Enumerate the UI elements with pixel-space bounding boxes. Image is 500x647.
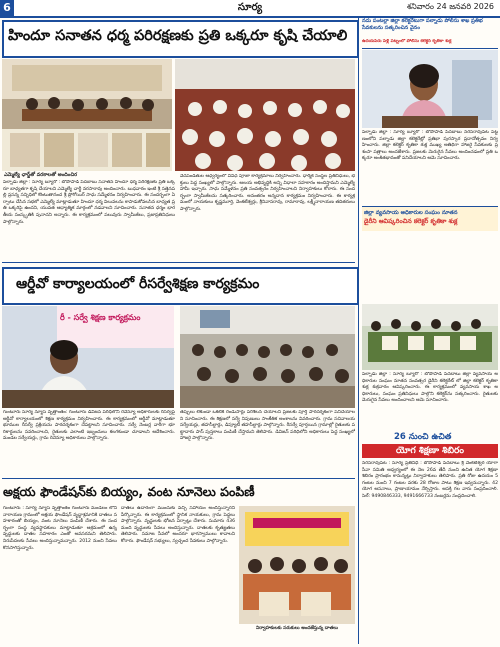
story3-headline: అక్షయ ఫౌండేషన్‌కు బియ్యం, వంట నూనెలు పంపిణీ: [3, 484, 255, 499]
story2-photo-hall: [180, 306, 355, 408]
story1-body-right: వేదపండితుల ఆధ్వర్యంలో వివిధ పూజా కార్యక్రమాలు నిర్వహించారు. ధార్మిక సంస్థల ప్రతినిధులు, భక్తులు పెద్ద సంఖ్యలో పాల్గొన్నారు. ఆలయ అభివృద్ధికి అన్ని విధాలా సహకారం అందిస్తామని ఎమ్మెల్యే హామీ ఇచ్చారు. సాధు సమ్మేళనం ప్రతి సంవత్సరం నిర్వహించాలని నిర్వాహకులు కోరారు. ఈ సందర్భంగా స్వామీజీలను సత్కరించారు. అనంతరం అన్నదాన కార్యక్రమం నిర్వహించారు. ఈ కార్యక్రమంలో నాయకులు కృష్ణమూర్తి, వెంకటేశ్వర్లు, శ్రీనివాసరావు, రామారావు, లక్ష్మీనారాయణ తదితరులు పాల్గొన్నారు.: [180, 174, 355, 212]
story3-photo-caption: నిర్వాహకులకు సరుకులు అందజేస్తున్న దాతలు: [255, 626, 339, 631]
masthead: సూర్య: [237, 2, 263, 13]
story1-headline: హిందూ సనాతన ధర్మ పరిరక్షణకు ప్రతి ఒక్కరూ కృషి చేయాలి: [8, 28, 348, 44]
sidebar-top-footer: [362, 206, 498, 231]
crowd-photo: [175, 59, 355, 171]
story2-body-right: తప్పులు లేకుండా ఒకటికి రెండుసార్లు పరిశీలన చేయాలని ప్రజలకు పూర్తి పారదర్శకంగా పనిచేయాలని సూచించారు. ఈ శిక్షణలో సర్వే నిపుణులు సాంకేతిక అంశాలను వివరించారు. గ్రామ సచివాలయ సర్వేయర్లు, తహసీల్దార్లు, డిప్యూటీ తహసీల్దార్లు పాల్గొన్నారు. రీసర్వే పూర్తయిన గ్రామాల్లో రైతులకు పట్టాదారు పాస్ పుస్తకాలు పంపిణీ చేస్తామని తెలిపారు. డివిజన్ పరిధిలోని అధికారులు పెద్ద సంఖ్యలో హాజరై పాల్గొన్నారు.: [180, 410, 355, 442]
sidebar-top-kicker-box: [362, 18, 498, 49]
story2-headline-box: [2, 267, 359, 305]
sidebar-top-photo: [362, 50, 498, 128]
diary-launch-photo: [362, 304, 498, 370]
issue-date: శనివారం 24 జనవరి 2026: [406, 2, 494, 11]
story2-photo-official: [2, 306, 174, 408]
yoga-kicker: 26 నుంచి ఉచిత: [394, 432, 452, 442]
story1-headline-box: [2, 20, 359, 58]
yoga-headline: యోగ శిక్షణా శిబిరం: [362, 444, 498, 458]
stage-photo: [2, 59, 172, 171]
story3-col1: గుంటూరు : సూర్య న్యూస్ వృత్తాంతం గుంటూరు మండలం లోని నారాయణ గ్రామంలో అక్షయ ఫౌండేషన్ వృద్ధాశ్రమానికి దాతలు సహకారంతో బియ్యం, వంట నూనెలు పంపిణీ చేశారు. ఈ సందర్భంగా సంస్థ వ్యవస్థాపకులు మాట్లాడుతూ ఆశ్రమంలో ఉన్న వృద్ధులకు దాతల సహకారం ఎంతో అవసరమని తెలిపారు. నిరుపేదలకు సేవలు అందిస్తున్నామన్నారు. 2012 నుంచి సేవలు కొనసాగిస్తున్నారు.: [3, 506, 117, 551]
collector-photo: [362, 50, 498, 128]
sidebar-top-kicker: నదు పంటల్లా జిల్లా కలెక్టరేటుగా పల్నాడు పోలీసు శాఖ ప్రతిభ సేవకులను సత్కరించిన వైనం: [362, 18, 483, 31]
story2-banner-text: రీ - సర్వే శిక్షణ కార్యక్రమం: [60, 313, 141, 322]
section-divider-2: [2, 478, 355, 479]
story1-body-left: పల్నాడు జిల్లా : సూర్య బ్యూరో : బొపొపాడి పెదబాబు సనాతన హిందూ ధర్మ పరిరక్షణకు ప్రతి ఒక్కరూ బాధ్యతగా కృషి చేయాలని ఎమ్మెల్యే చార్జీ నరసారావు అందించారు. బుధవారం ఇంటి శ్రీ సత్తెనపల్లి ప్రసన్న సన్నిధిలో కొంటుతానంద శ్రీ ప్రోగోయిర్ సాధు సమ్మేళనం నిర్వహించారు. ఈ సందర్భంగా ఏర్పాటు చేసిన సభలో ఎమ్మెల్యే మాట్లాడుతూ హిందూ ధర్మ విలువలను కాపాడుకోవలసిన బాధ్యత ప్రతి ఒక్కరిపై ఉందని, యువత ఆధ్యాత్మిక మార్గంలో నడవాలని సూచించారు. సనాతన ధర్మం భారతీయ సంస్కృతికి పునాదని అన్నారు. ఈ కార్యక్రమంలో పలువురు స్వామీజీలు, ప్రజాప్రతినిధులు పాల్గొన్నారు.: [3, 180, 175, 225]
section-divider: [2, 262, 355, 263]
sidebar-mid-body: పల్నాడు జిల్లా : సూర్య బ్యూరో : బొపొపాడి పెదబాబు జిల్లా వ్యవసాయ అధికారుల సంఘం నూతన సంవత్సర డైరీని కలెక్టరేట్ లో జిల్లా కలెక్టర్ కృతికా శుక్ల శుక్రవారం ఆవిష్కరించారు. ఈ కార్యక్రమంలో వ్యవసాయ శాఖ అధికారులు, సంఘం ప్రతినిధులు పాల్గొని కలెక్టర్‌ను సత్కరించారు. రైతులకు మెరుగైన సేవలు అందించాలని ఆమె సూచించారు.: [362, 372, 498, 404]
column-rule: [358, 18, 359, 644]
sidebar-top-subkicker: ఉదయపేరు పెళ్లి పట్నంలో పోలీసు కలెక్టర్ కృతికా శుక్ల: [362, 39, 452, 44]
story2-headline: ఆర్డీవో కార్యాలయంలో రీసర్వేశిక్షణ కార్యక్రమం: [16, 276, 260, 292]
foundation-photo: [239, 506, 355, 624]
sidebar-mid-photo: [362, 304, 498, 370]
yoga-body: నరసరావుపేట : సూర్య ప్రతినిధి : బొపొపాడి పెదబాబు శ్రీ వెంకటేశ్వర యోగా సేవా సమితి ఆధ్వర్యంలో ఈ నెల 26వ తేదీ నుంచి ఉచిత యోగ శిక్షణా శిబిరం ప్రారంభం కానున్నట్లు నిర్వాహకులు తెలిపారు. ప్రతి రోజు ఉదయం 5 గంటల నుంచి 7 గంటల వరకు 28 రోజుల పాటు శిక్షణ ఇవ్వనున్నారు. 42 యోగ ఆసనాలు, ప్రాణాయామం నేర్పిస్తారు. ఆసక్తి గల వారు సంప్రదించాలి. సెల్: 9490846333, 9491666733 నంబర్లను సంప్రదించాలి.: [362, 461, 498, 499]
story2-body: గుంటూరు సూర్య న్యూస్ వృత్తాంతం: గుంటూరు డివిజన్ పరిధిలోని రెవెన్యూ అధికారులకు రీసర్వేపై ఆర్డీవో కార్యాలయంలో శిక్షణ కార్యక్రమం నిర్వహించారు. ఈ కార్యక్రమంలో ఆర్డీవో మాట్లాడుతూ భూముల రీసర్వే ప్రక్రియను పారదర్శకంగా చేపట్టాలని సూచించారు. సర్వే నెంబర్ల వారీగా భూ రికార్డులను సవరించాలని, రైతులకు ఎలాంటి ఇబ్బందులు కలగకుండా చూడాలని ఆదేశించారు. మండల సర్వేయర్లు, గ్రామ రెవెన్యూ అధికారులు పాల్గొన్నారు.: [3, 410, 175, 442]
sidebar-top-footer-line2: డైరీని ఆవిష్కరించిన కలెక్టర్ కృతికా శుక్ల: [364, 218, 458, 225]
story1-photo-stage: [2, 59, 172, 171]
sidebar-top-body: పల్నాడు జిల్లా : సూర్య బ్యూరో : బొపొపాడి పెదబాబు నరసరావుపేట పట్టణంలోని పల్నాడు జిల్లా కలెక్టరేట్లో ప్రతిభా పురస్కార ప్రదానోత్సవం నిర్వహించారు. జిల్లా కలెక్టర్ కృతికా శుక్ల ముఖ్య అతిథిగా హాజరై సేవకులకు ప్రశంసా పత్రాలు అందజేశారు. ప్రజలకు మెరుగైన సేవలు అందించడంలో ప్రతి ఒక్కరూ అంకితభావంతో పనిచేయాలని ఆమె సూచించారు.: [362, 130, 498, 162]
page-header: [0, 0, 500, 18]
page-number: 6: [0, 0, 14, 16]
sidebar-top-footer-line1: జిల్లా వ్యవసాయ అధికారుల సంఘం నూతన: [364, 210, 458, 216]
story3-photo: [239, 506, 355, 624]
story3-col2: దాతలు ఉదారంగా ముందుకు వచ్చి సహాయం అందిస్తున్నారని పేర్కొన్నారు. ఈ కార్యక్రమంలో స్థానిక నాయకులు, గ్రామ పెద్దలు పాల్గొన్నారు. వృద్ధులకు భోజన ఏర్పాట్లు చేశారు. సుమారు 436 మంది వృద్ధులకు సేవలు అందిస్తున్నారు. దాతలకు కృతజ్ఞతలు తెలిపారు. సమాజ సేవలో అందరూ భాగస్వాములు కావాలని కోరారు. ఫౌండేషన్ సభ్యులు, స్వచ్ఛంద సేవకులు పాల్గొన్నారు.: [121, 506, 235, 544]
hall-photo: [180, 306, 355, 408]
story1-photo-crowd: [175, 59, 355, 171]
story1-photo-caption: ఎమ్మెల్యే ఛార్జ్‌తో వరకాలతో అందించిర: [4, 172, 78, 178]
